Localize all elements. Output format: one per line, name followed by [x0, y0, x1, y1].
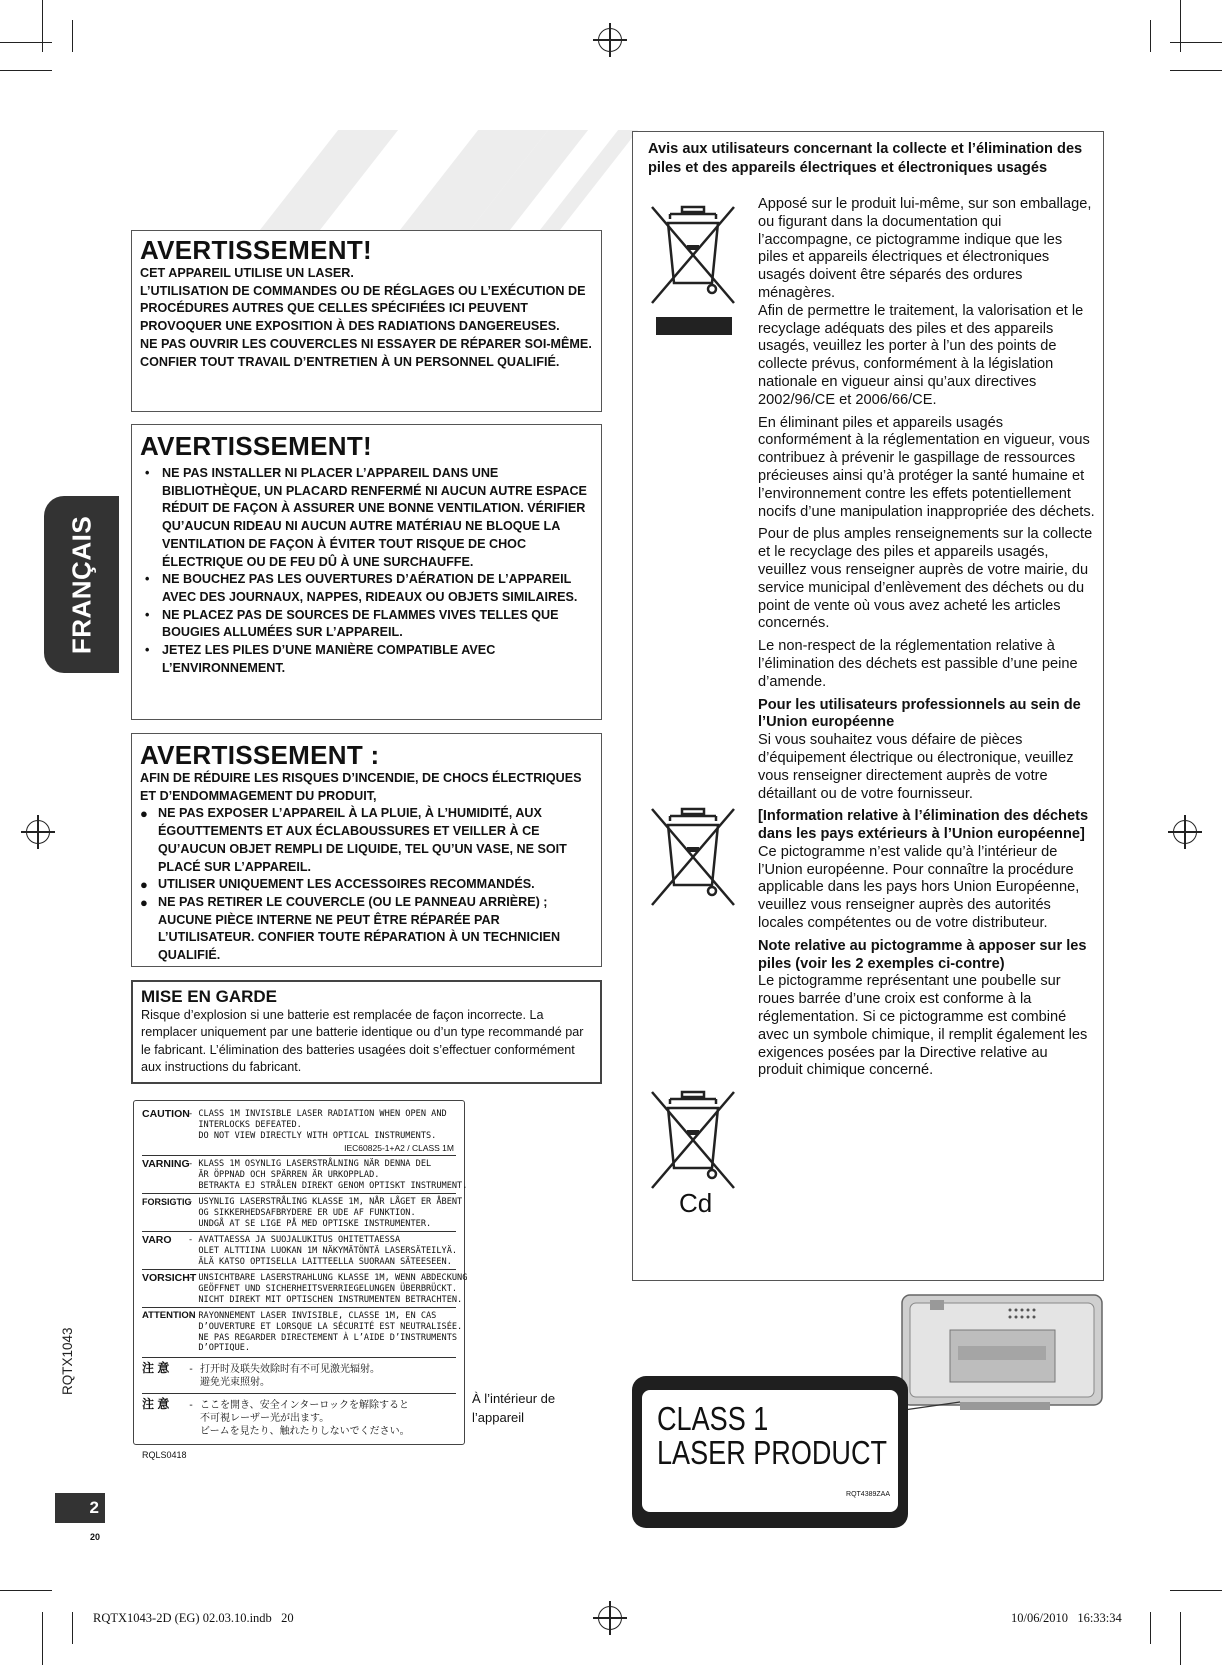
document-code: RQTX1043: [60, 1327, 75, 1395]
disposal-paragraph: Pour de plus amples renseignements sur la collecte et le recyclage des piles et appareils usagés, veuillez vous renseigner auprès de votre mairie, du service municipal d’enlèvement des déchets ou du point de vente où vous avez acheté les articles concernés.: [758, 526, 1093, 632]
warning-line: L’UTILISATION DE COMMANDES OU DE RÉGLAGES OU L’EXÉCUTION DE PROCÉDURES AUTRES QUE CELLES SPÉCIFIÉES ICI PEUVENT PROVOQUER UNE EXPOSITION À DES RADIATIONS DANGEREUSES.: [140, 283, 586, 334]
crossed-bin-icon: [648, 205, 738, 345]
battery-note-text: Le pictogramme représentant une poubelle sur roues barrée d’une croix est conforme à la réglementation. Si ce pictogramme est combiné avec un symbole chimique, il remplit également les exigences posées par la Directive relative au produit chimique concerné.: [758, 973, 1088, 1079]
class-label-code: RQT4389ZAA: [846, 1491, 890, 1498]
page-number: 2: [55, 1493, 105, 1523]
warning-line: CET APPAREIL UTILISE UN LASER.: [140, 266, 354, 280]
pro-users-title: Pour les utilisateurs professionnels au sein de l’Union européenne: [758, 696, 1081, 731]
caution-box: [131, 980, 602, 1084]
warning-item: • NE BOUCHEZ PAS LES OUVERTURES D’AÉRATION DE L’APPAREIL AVEC DES JOURNAUX, NAPPES, RIDEAUX OU OBJETS SIMILAIRES.: [140, 571, 593, 606]
disposal-paragraph: En éliminant piles et appareils usagés conformément à la réglementation en vigueur, vous contribuez à prévenir le gaspillage de ressources précieuses ainsi qu’à protéger la santé humaine et l’environnement contre les effets potentiellement nocifs d’une manipulation inappropriée des déchets.: [758, 414, 1095, 520]
registration-mark: [598, 1606, 622, 1630]
warning-item: • NE PAS INSTALLER NI PLACER L’APPAREIL DANS UNE BIBLIOTHÈQUE, UN PLACARD RENFERMÉ NI AUCUN AUTRE ESPACE RÉDUIT DE FAÇON À ASSURER UNE BONNE VENTILATION. VÉRIFIER QU’AUCUN RIDEAU NI AUCUN AUTRE MATÉRIAU NE BLOQUE LA VENTILATION DE FAÇON À ÉVITER TOUT RISQUE DE CHOC ÉLECTRIQUE OU DE FEU DÛ À UNE SURCHAUFFE.: [140, 465, 593, 571]
language-tab-label: FRANÇAIS: [66, 515, 96, 654]
label-code: RQLS0418: [142, 1450, 187, 1460]
label-row-tag: VORSICHT: [142, 1272, 197, 1284]
inside-caption: À l’intérieur de l’appareil: [472, 1391, 556, 1425]
label-row-text: - ここを開き、安全インターロックを解除すると 不可視レーザー光が出ます。 ビームを見たり、触れたりしないでください。: [188, 1400, 410, 1437]
label-row-text: - RAYONNEMENT LASER INVISIBLE, CLASSE 1M, EN CAS D’OUVERTURE ET LORSQUE LA SÉCURITÉ EST NEUTRALISÉE. NE PAS REGARDER DIRECTEMENT À L’AIDE D’INSTRUMENTS D’OPTIQUE.: [188, 1311, 463, 1354]
label-row-text: - CLASS 1M INVISIBLE LASER RADIATION WHEN OPEN AND INTERLOCKS DEFEATED. DO NOT VIEW DIRECTLY WITH OPTICAL INSTRUMENTS.: [188, 1109, 447, 1141]
crossed-bin-icon: [648, 1090, 738, 1190]
laser-warning-label: [133, 1100, 468, 1445]
registration-mark: [26, 820, 50, 844]
pro-users-text: Si vous souhaitez vous défaire de pièces d’équipement électrique ou électronique, veuillez vous renseigner directement auprès de votre détaillant ou de votre fournisseur.: [758, 732, 1074, 802]
outside-eu-text: Ce pictogramme n’est valide qu’à l’intérieur de l’Union européenne. Pour connaître la procédure applicable dans les pays hors Union Européenne, veuillez vous renseigner auprès des autorités locales compétentes ou de votre distributeur.: [758, 843, 1080, 932]
warning-item: • NE PLACEZ PAS DE SOURCES DE FLAMMES VIVES TELLES QUE BOUGIES ALLUMÉES SUR L’APPAREIL.: [140, 607, 593, 642]
disposal-main-text: [758, 196, 1096, 1080]
class-label-line2: LASER PRODUCT: [657, 1434, 888, 1471]
label-row-tag: ATTENTION: [142, 1310, 196, 1321]
label-row-tag: VARO: [142, 1234, 172, 1246]
page-number-small: 20: [90, 1532, 101, 1542]
warning-intro: AFIN DE RÉDUIRE LES RISQUES D’INCENDIE, DE CHOCS ÉLECTRIQUES ET D’ENDOMMAGEMENT DU PRODUIT,: [140, 771, 582, 803]
disposal-paragraph: Le non-respect de la réglementation relative à l’élimination des déchets est passible d’une peine d’amende.: [758, 638, 1078, 690]
label-row-tag: CAUTION: [142, 1108, 190, 1120]
warning-box-fire: [131, 733, 602, 967]
footer-datetime: 10/06/2010 16:33:34: [1011, 1611, 1122, 1625]
label-standard: IEC60825-1+A2 / CLASS 1M: [344, 1143, 454, 1153]
warning-box-laser: [131, 230, 602, 412]
label-row-tag: 注 意: [142, 1397, 170, 1411]
registration-mark: [598, 28, 622, 52]
footer-file-name: RQTX1043-2D (EG) 02.03.10.indb 20: [93, 1611, 294, 1625]
caution-title: MISE EN GARDE: [141, 987, 278, 1006]
warning-line: NE PAS OUVRIR LES COUVERCLES NI ESSAYER DE RÉPARER SOI-MÊME. CONFIER TOUT TRAVAIL D’ENTRETIEN À UN PERSONNEL QUALIFIÉ.: [140, 336, 592, 369]
label-row-text: - USYNLIG LASERSTRÅLING KLASSE 1M, NÅR LÅGET ER ÅBENT OG SIKKERHEDSAFBRYDERE ER UDE AF FUNKTION. UNDGÅ AT SE LIGE PÅ MED OPTISKE INSTRUMENTER.: [188, 1197, 463, 1229]
label-row-tag: 注 意: [142, 1361, 170, 1375]
label-row-tag: FORSIGTIG: [142, 1197, 192, 1207]
device-illustration: [890, 1290, 1120, 1420]
label-row-text: - KLASS 1M OSYNLIG LASERSTRÅLNING NÄR DENNA DEL ÄR ÖPPNAD OCH SPÄRREN ÄR URKOPPLAD. BETRAKTA EJ STRÅLEN DIREKT GENOM OPTISKT INSTRUMENT.: [188, 1159, 468, 1191]
disposal-title: Avis aux utilisateurs concernant la collecte et l’élimination des piles et des appareils électriques et électroniques usagés: [648, 141, 1083, 176]
disposal-paragraph: Apposé sur le produit lui-même, sur son emballage, ou figurant dans la documentation qui l’accompagne, ce pictogramme indique que les piles et appareils électriques et électroniques usagés doivent être séparés des ordures ménagères.: [758, 196, 1092, 301]
warning-title: AVERTISSEMENT!: [140, 235, 372, 265]
caution-text: Risque d’explosion si une batterie est remplacée de façon incorrecte. La remplacer uniquement par une batterie identique ou d’un type recommandé par le fabricant. L’élimination des batteries usagées doit s’effectuer conformément aux instructions du fabricant.: [141, 1008, 584, 1075]
warning-item: ● NE PAS RETIRER LE COUVERCLE (OU LE PANNEAU ARRIÈRE) ; AUCUNE PIÈCE INTERNE NE PEUT ÊTRE RÉPARÉE PAR L’UTILISATEUR. CONFIER TOUTE RÉPARATION À UN TECHNICIEN QUALIFIÉ.: [140, 894, 593, 965]
crossed-bin-icon: [648, 807, 738, 907]
class-label-line1: CLASS 1: [657, 1400, 769, 1437]
label-row-tag: VARNING: [142, 1158, 190, 1170]
label-row-text: - 打开时及联失效除时有不可见激光辐射。 避免光束照射。: [188, 1364, 381, 1388]
outside-eu-title: [Information relative à l’élimination des déchets dans les pays extérieurs à l’Union européenne]: [758, 808, 1089, 843]
registration-mark: [1173, 820, 1197, 844]
black-bar: [656, 317, 732, 335]
warning-title: AVERTISSEMENT :: [140, 740, 380, 770]
disposal-paragraph: Afin de permettre le traitement, la valorisation et le recyclage adéquats des piles et des appareils usagés, veuillez les porter à l’un des points de collecte prévus, conformément à la législation nationale en vigueur ainsi qu’aux directives 2002/96/CE et 2006/66/CE.: [758, 302, 1084, 408]
warning-item: ● NE PAS EXPOSER L’APPAREIL À LA PLUIE, À L’HUMIDITÉ, AUX ÉGOUTTEMENTS ET AUX ÉCLABOUSSURES ET VEILLER À CE QU’AUCUN OBJET REMPLI DE LIQUIDE, TEL QU’UN VASE, NE SOIT PLACÉ SUR L’APPAREIL.: [140, 805, 593, 876]
warning-title: AVERTISSEMENT!: [140, 431, 372, 461]
warning-box-installation: [131, 424, 602, 720]
label-row-text: - AVATTAESSA JA SUOJALUKITUS OHITETTAESSA OLET ALTTIINA LUOKAN 1M NÄKYMÄTÖNTÄ LASERSÄTEILYÄ. ÄLÄ KATSO OPTISELLA LAITTEELLA SUORAAN SÄTEESEEN.: [188, 1235, 458, 1267]
battery-note-title: Note relative au pictogramme à apposer sur les piles (voir les 2 exemples ci-contre): [758, 937, 1087, 972]
chemical-symbol: Cd: [679, 1188, 713, 1218]
warning-item: ● UTILISER UNIQUEMENT LES ACCESSOIRES RECOMMANDÉS.: [140, 876, 593, 894]
class-1-laser-label: [632, 1376, 908, 1528]
warning-item: • JETEZ LES PILES D’UNE MANIÈRE COMPATIBLE AVEC L’ENVIRONNEMENT.: [140, 642, 593, 677]
disposal-notice-box: [632, 131, 1104, 1281]
language-tab: [44, 496, 119, 673]
label-row-text: - UNSICHTBARE LASERSTRAHLUNG KLASSE 1M, WENN ABDECKUNG GEÖFFNET UND SICHERHEITSVERRIEGELUNGEN ÜBERBRÜCKT. NICHT DIREKT MIT OPTISCHEN INSTRUMENTEN BETRACHTEN.: [188, 1273, 468, 1305]
